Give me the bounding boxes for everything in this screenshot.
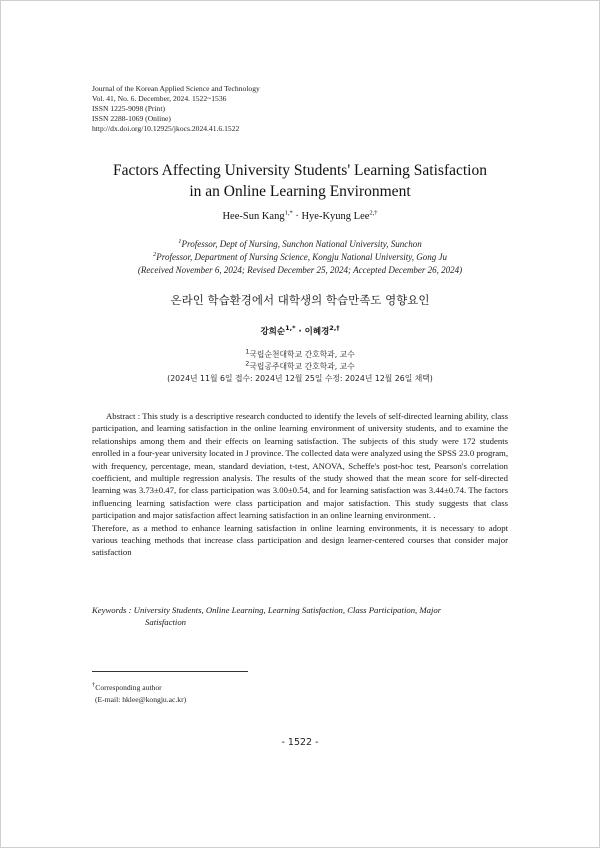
dagger-mark: †: [92, 681, 96, 689]
journal-issn-print: ISSN 1225-9098 (Print): [92, 104, 165, 113]
affiliations: [0, 238, 600, 277]
journal-volume: Vol. 41, No. 6. December, 2024. 1522~1536: [92, 94, 227, 103]
keywords-line-1: University Students, Online Learning, Learning Satisfaction, Class Participation, Major: [133, 605, 442, 615]
abstract-body: This study is a descriptive research conducted to identify the levels of self-directed learning ability, class participation, and learning satisfaction in the online learning environment of university students, and to examine the relationships among them and their effects on learning satisfaction. The subjects of this study were 172 students enrolled in a four-year university located in J province. The collected data were analyzed using the SPSS 23.0 program, with frequency, percentage, mean, standard deviation, t-test, ANOVA, Scheffe's post-hoc test, Pearson's correlation coefficient, and multiple regression analysis. The results of the study showed that the mean score for self-directed learning was 3.73±0.47, for class participation was 3.00±0.54, and for learning satisfaction was 3.44±0.74. The factors influencing learning satisfaction were class participation and major satisfaction. This study suggests that class participation and major satisfaction affect learning satisfaction in an online learning environment. .: [92, 411, 508, 521]
abstract-paragraph-1: [92, 410, 508, 522]
korean-affiliation-2: $^2$국립공주대학교 간호학과, 교수: [245, 359, 355, 371]
korean-author-1: 강희순: [260, 327, 286, 337]
corresponding-author-label: Corresponding author: [95, 683, 162, 692]
abstract: [92, 410, 508, 559]
korean-author-separator: ·: [295, 327, 305, 337]
journal-info: [92, 84, 260, 134]
keywords-label: Keywords :: [92, 605, 134, 615]
korean-author-2-mark: 2,†: [329, 324, 340, 333]
journal-doi-link[interactable]: http://dx.doi.org/10.12925/jkocs.2024.41.6.1522: [92, 124, 240, 133]
paper-title-line-1: Factors Affecting University Students' Learning Satisfaction: [112, 162, 487, 179]
author-1: Hee-Sun Kang: [222, 211, 285, 222]
footnote: [92, 682, 186, 705]
journal-issn-online: ISSN 2288-1069 (Online): [92, 114, 171, 123]
affiliation-2: $^2$Professor, Department of Nursing Science, Kongju National University, Gong Ju: [153, 251, 447, 262]
paper-title-line-2: in an Online Learning Environment: [189, 183, 411, 200]
author-list: [0, 211, 600, 222]
page-number: - 1522 -: [281, 737, 319, 748]
korean-affiliation-1: $^1$국립순천대학교 간호학과, 교수: [245, 347, 355, 359]
author-1-mark: 1,*: [284, 209, 293, 217]
abstract-label: Abstract :: [106, 411, 143, 421]
journal-name: Journal of the Korean Applied Science and Technology: [92, 84, 260, 93]
korean-affiliations: [0, 349, 600, 385]
keywords: [92, 604, 508, 629]
korean-author-1-mark: 1,*: [285, 324, 296, 333]
korean-author-2: 이혜경: [304, 327, 330, 337]
affiliation-1: $^1$Professor, Dept of Nursing, Sunchon National University, Sunchon: [178, 238, 422, 249]
korean-author-list: [0, 325, 600, 337]
received-dates: (Received November 6, 2024; Revised December 25, 2024; Accepted December 26, 2024): [137, 265, 463, 275]
korean-received-dates: (2024년 11월 6일 접수: 2024년 12월 25일 수정: 2024년 12월 26일 채택): [167, 374, 433, 383]
author-2: Hye-Kyung Lee: [301, 211, 370, 222]
keywords-line-2: Satisfaction: [145, 617, 187, 628]
korean-title: 온라인 학습환경에서 대학생의 학습만족도 영향요인: [170, 293, 430, 307]
corresponding-email: (E-mail: hklee@kongju.ac.kr): [95, 694, 187, 704]
author-separator: ·: [292, 211, 302, 222]
abstract-paragraph-2: Therefore, as a method to enhance learning satisfaction in online learning environments, it is necessary to adopt various teaching methods that increase class participation and design learner-centered courses that consider major satisfaction: [92, 522, 508, 558]
footnote-divider: [92, 671, 248, 672]
author-2-mark: 2,†: [369, 209, 378, 217]
paper-title: [0, 160, 600, 202]
